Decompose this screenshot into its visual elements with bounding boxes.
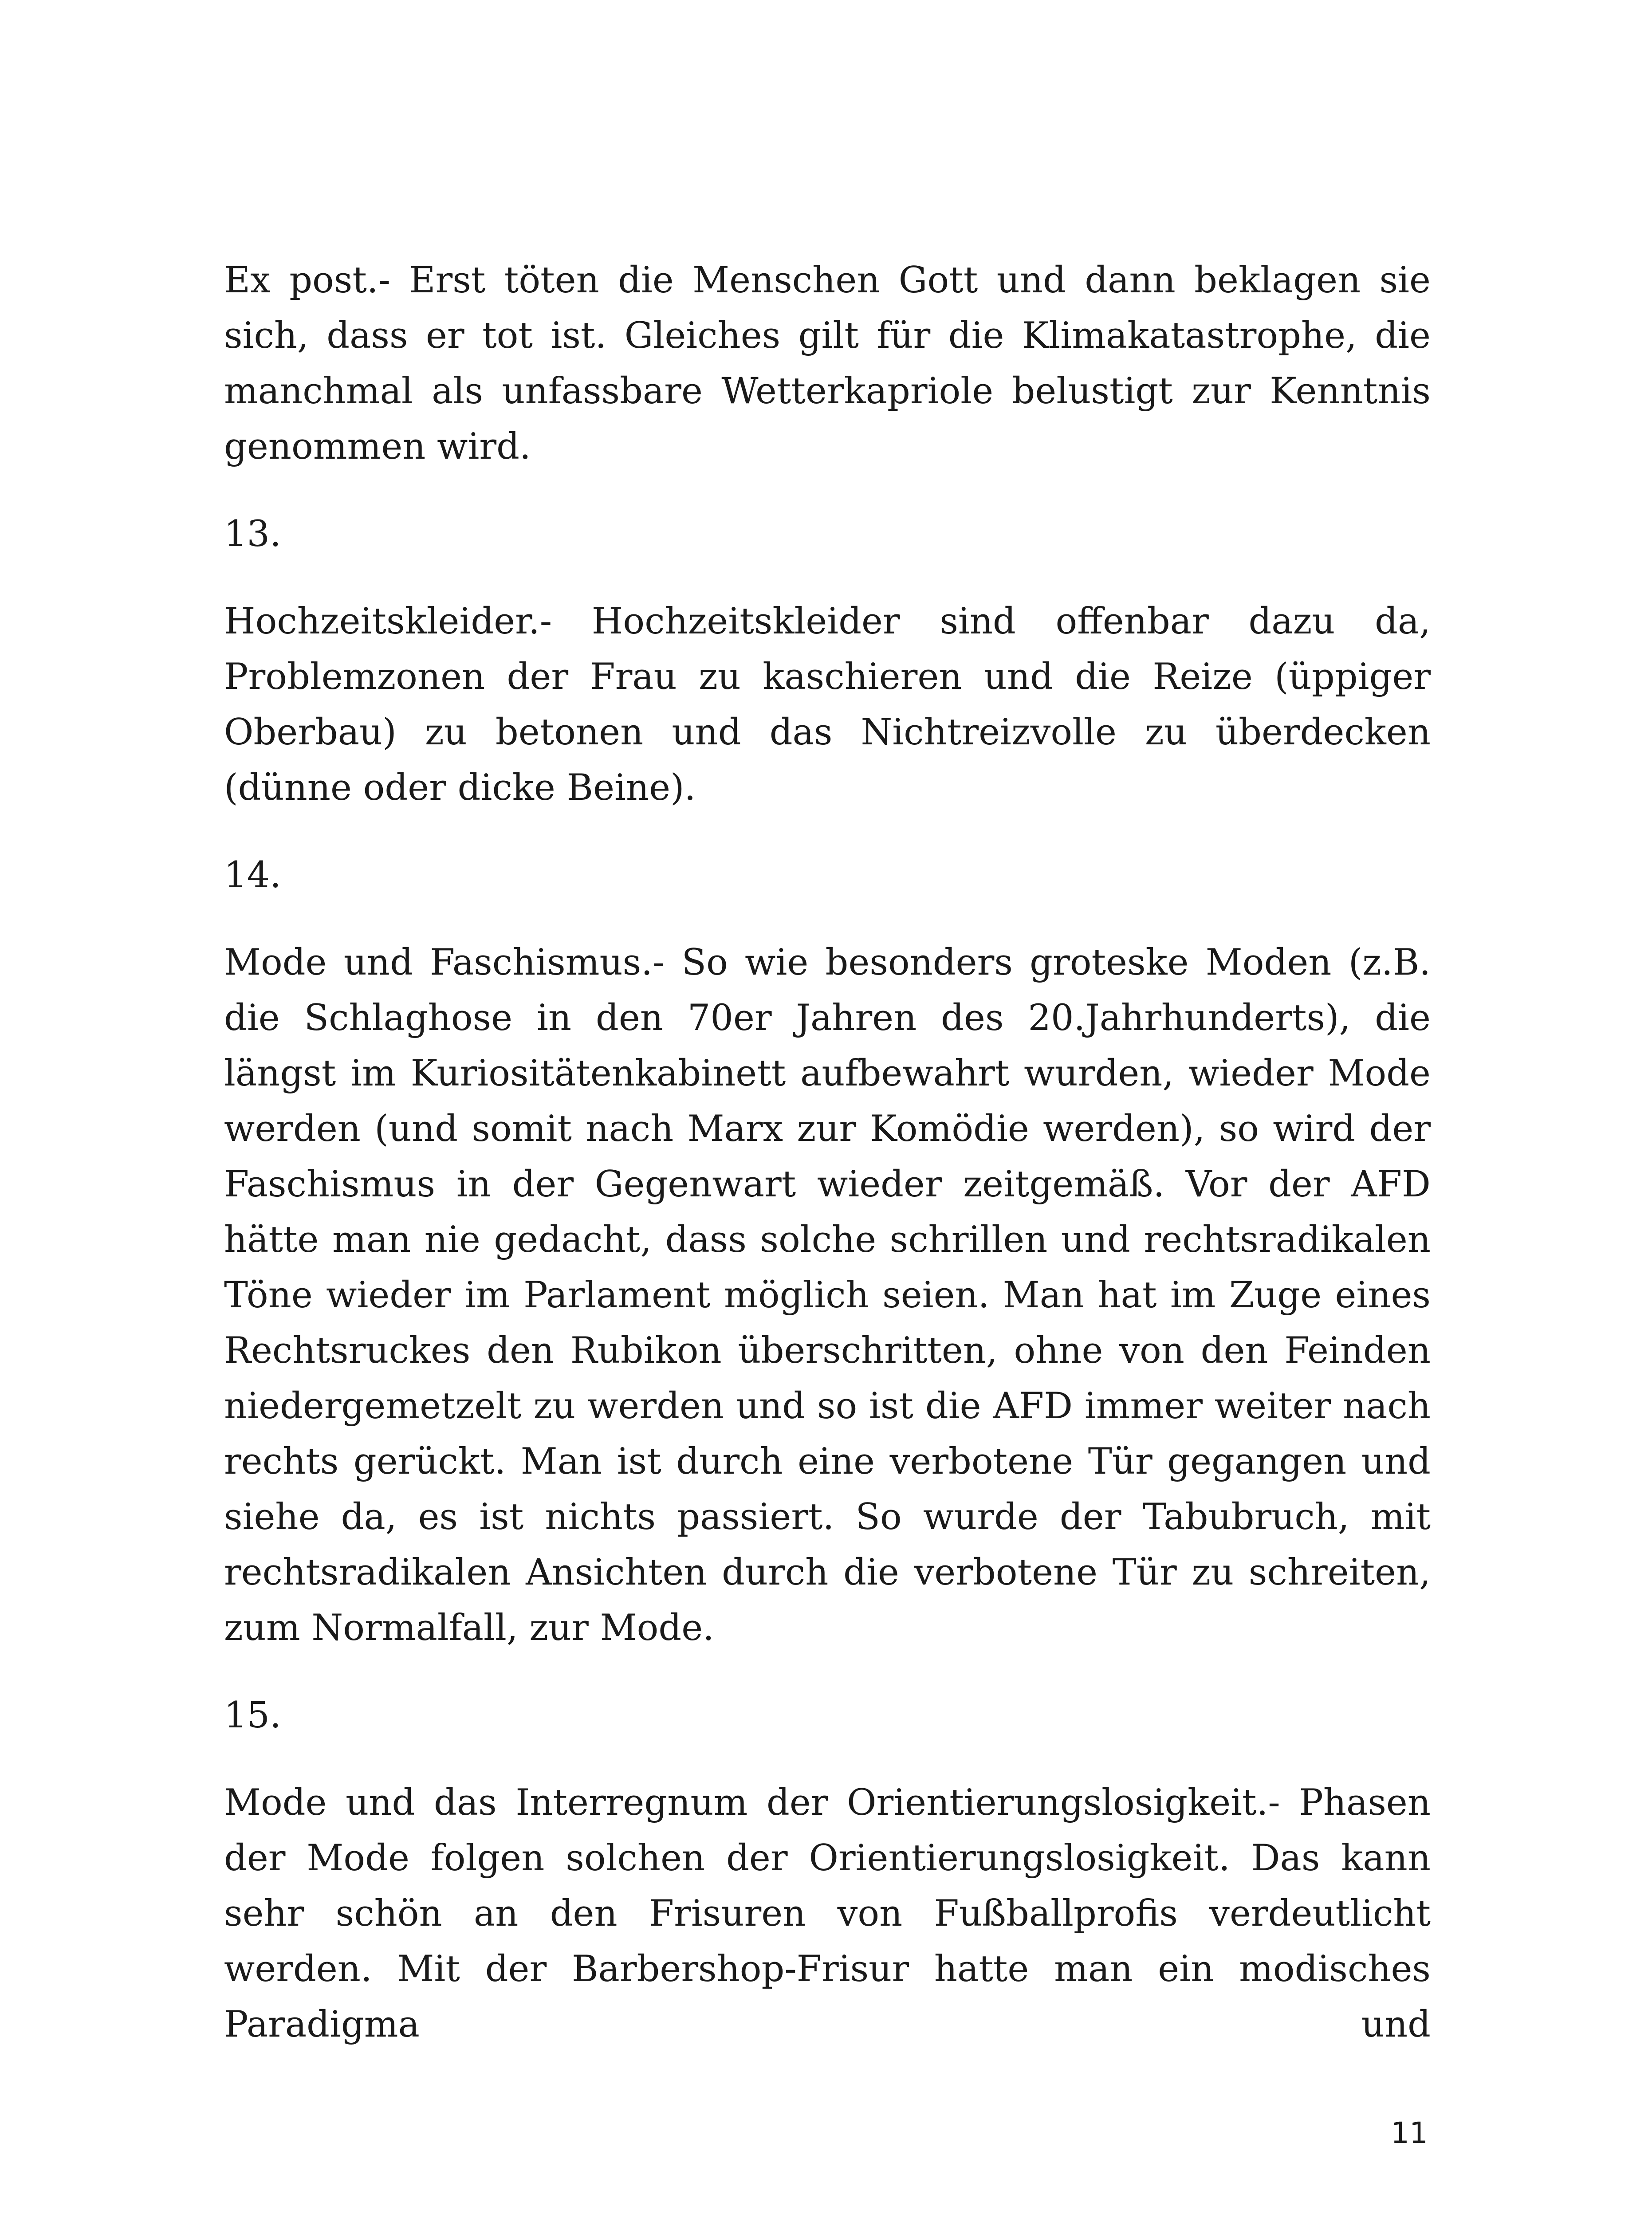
- paragraph-hochzeitskleider: Hochzeitskleider.- Hochzeitskleider sind offenbar dazu da, Problemzonen der Frau zu kaschieren und die Reize (üppiger Oberbau) zu betonen und das Nichtreizvolle zu überdecken (dünne oder dicke Beine).: [224, 601, 1431, 809]
- paragraph-interregnum: Mode und das Interregnum der Orientierungslosigkeit.- Phasen der Mode folgen solchen der Orientierungslosigkeit. Das kann sehr schön an den Frisuren von Fußballprofis verdeutlicht werden. Mit der Barbershop-Frisur hatte man ein modisches Paradigma und: [224, 1782, 1431, 2045]
- page-number: 11: [1391, 2116, 1428, 2150]
- section-number-14: 14.: [224, 854, 281, 896]
- section-number-13: 13.: [224, 513, 281, 555]
- section-number-15: 15.: [224, 1695, 281, 1736]
- paragraph-ex-post: Ex post.- Erst töten die Menschen Gott und dann beklagen sie sich, dass er tot ist. Gleiches gilt für die Klimakatastrophe, die manchmal als unfassbare Wetterkapriole belustigt zur Kenntnis genommen wird.: [224, 260, 1431, 468]
- paragraph-mode-und-faschismus: Mode und Faschismus.- So wie besonders groteske Moden (z.B. die Schlaghose in den 70er Jahren des 20.Jahrhunderts), die längst im Kuriositätenkabinett aufbewahrt wurden, wieder Mode werden (und somit nach Marx zur Komödie werden), so wird der Faschismus in der Gegenwart wieder zeitgemäß. Vor der AFD hätte man nie gedacht, dass solche schrillen und rechtsradikalen Töne wieder im Parlament möglich seien. Man hat im Zuge eines Rechtsruckes den Rubikon überschritten, ohne von den Feinden niedergemetzelt zu werden und so ist die AFD immer weiter nach rechts gerückt. Man ist durch eine verbotene Tür gegangen und siehe da, es ist nichts passiert. So wurde der Tabubruch, mit rechtsradikalen Ansichten durch die verbotene Tür zu schreiten, zum Normalfall, zur Mode.: [224, 942, 1431, 1649]
- body-text: [224, 253, 1431, 2084]
